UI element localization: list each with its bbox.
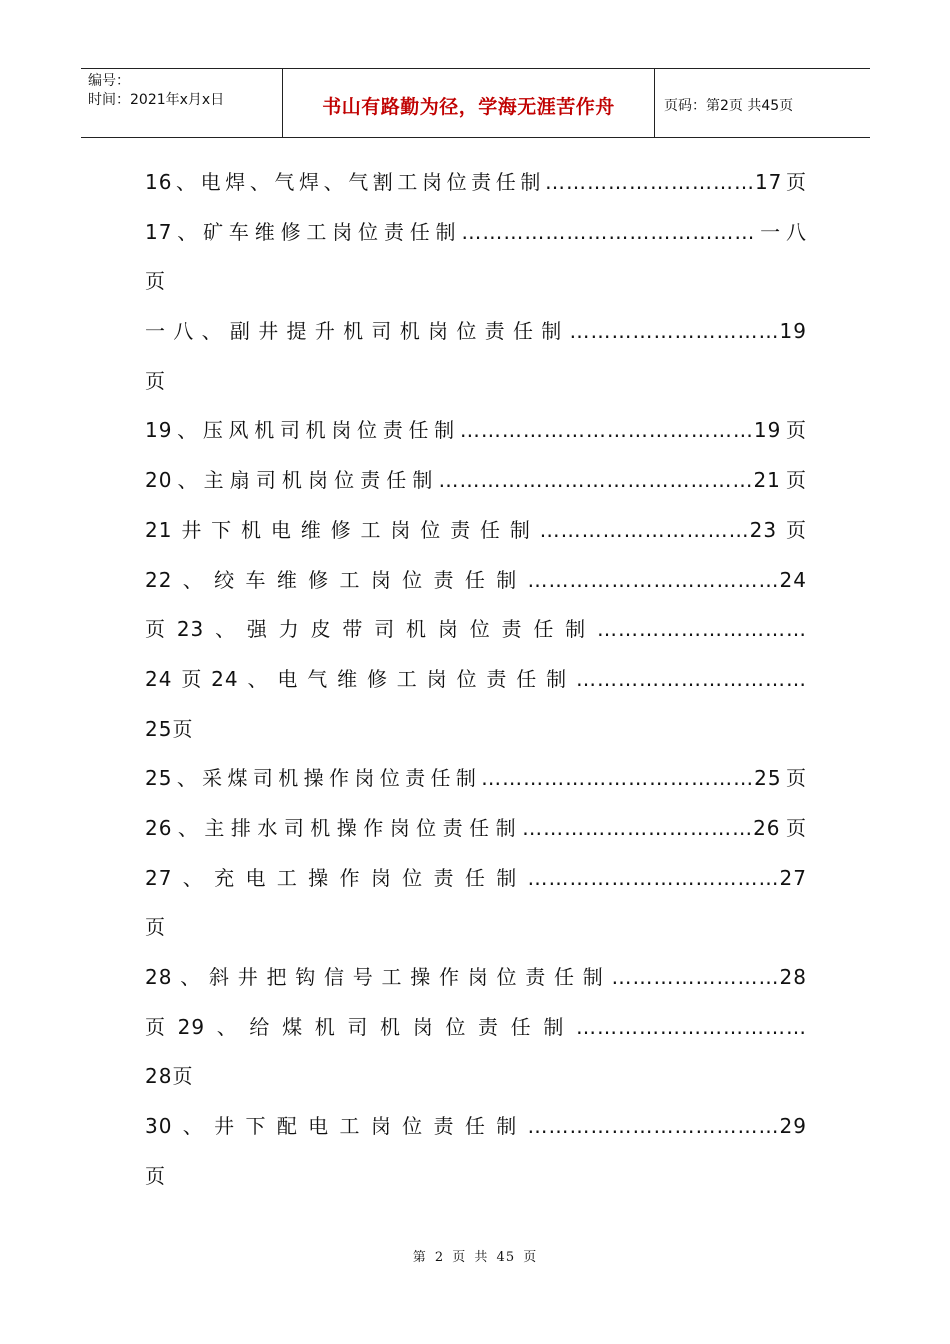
toc-line: 25页 bbox=[145, 716, 194, 741]
document-date: 时间：2021年x月x日 bbox=[88, 92, 225, 108]
toc-line: 28页 bbox=[145, 1064, 194, 1089]
toc-line: 22、绞车维修工岗位责任制………………………………24 bbox=[145, 567, 807, 592]
toc-line: 页 bbox=[145, 269, 166, 294]
header-motto: 书山有路勤为径，学海无涯苦作舟 bbox=[282, 69, 655, 137]
toc-line: 25、采煤司机操作岗位责任制…………………………………25页 bbox=[145, 766, 807, 791]
toc-line: 21井下机电维修工岗位责任制…………………………23页 bbox=[145, 517, 807, 542]
header-meta bbox=[81, 69, 282, 137]
toc-line: 一八、副井提升机司机岗位责任制…………………………19 bbox=[145, 319, 807, 344]
table-of-contents bbox=[145, 158, 807, 1201]
toc-line: 26、主排水司机操作岗位责任制……………………………26页 bbox=[145, 815, 807, 840]
header-page-info: 页码：第2页 共45页 bbox=[664, 98, 794, 114]
toc-line: 16、电焊、气焊、气割工岗位责任制…………………………17页 bbox=[145, 170, 807, 194]
toc-line: 20、主扇司机岗位责任制………………………………………21页 bbox=[145, 468, 807, 493]
toc-line: 28、斜井把钩信号工操作岗位责任制……………………28 bbox=[145, 965, 807, 989]
page-header bbox=[81, 68, 870, 138]
toc-line: 30、井下配电工岗位责任制………………………………29 bbox=[145, 1114, 807, 1139]
toc-line: 27、充电工操作岗位责任制………………………………27 bbox=[145, 865, 807, 890]
toc-line: 页23、强力皮带司机岗位责任制………………………… bbox=[145, 617, 807, 642]
toc-line: 页 bbox=[145, 915, 166, 940]
toc-line: 17、矿车维修工岗位责任制……………………………………一八 bbox=[145, 219, 807, 244]
toc-line: 页 bbox=[145, 1163, 166, 1188]
toc-line: 24页24、电气维修工岗位责任制…………………………… bbox=[145, 666, 807, 691]
toc-line: 页 bbox=[145, 368, 166, 393]
toc-line: 19、压风机司机岗位责任制……………………………………19页 bbox=[145, 418, 807, 443]
document-number-label: 编号： bbox=[88, 73, 130, 89]
toc-line: 页29、给煤机司机岗位责任制…………………………… bbox=[145, 1014, 807, 1039]
page-footer: 第 2 页 共 45 页 bbox=[412, 1250, 538, 1265]
